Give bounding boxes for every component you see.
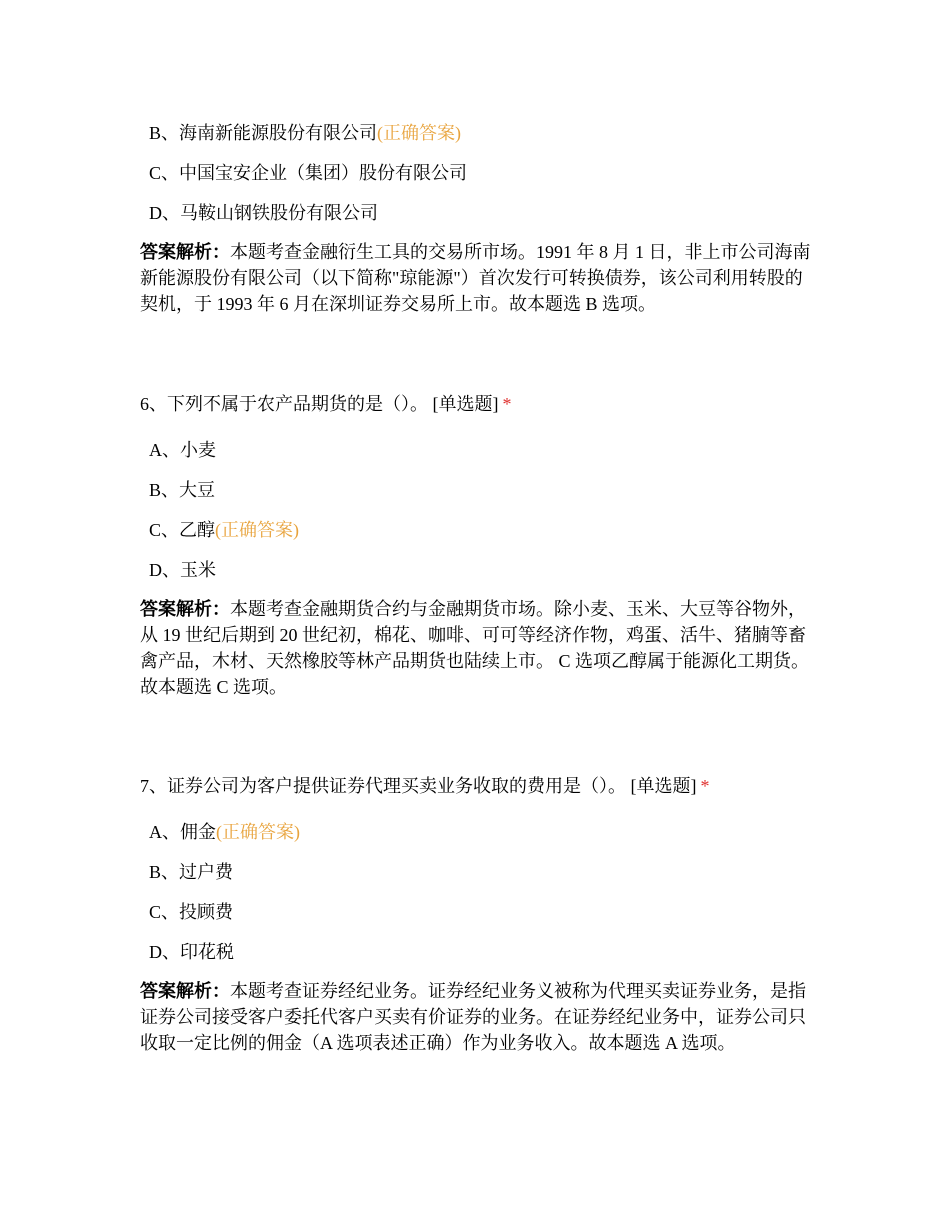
q6-question	[140, 392, 512, 416]
option-text: 印花税	[180, 942, 234, 962]
option-letter: D、	[149, 942, 180, 962]
option-text: 马鞍山钢铁股份有限公司	[180, 203, 378, 223]
option-text: 海南新能源股份有限公司	[179, 123, 378, 143]
option-letter: C、	[149, 163, 180, 183]
option-letter: C、	[149, 902, 180, 922]
option-letter: D、	[149, 203, 180, 223]
explanation-text: 本题考查证券经纪业务。证券经纪业务义被称为代理买卖证券业务，是指证券公司接受客户委托代客户买卖有价证券的业务。在证券经纪业务中，证券公司只收取一定比例的佣金（A 选项表述正确）作为业务收入。故本题选 A 选项。	[140, 981, 806, 1053]
explanation-text: 本题考查金融衍生工具的交易所市场。1991 年 8 月 1 日，非上市公司海南新能源股份有限公司（以下简称"琼能源"）首次发行可转换债券，该公司利用转股的契机，于 1993 年 6 月在深圳证券交易所上市。故本题选 B 选项。	[140, 242, 811, 314]
q5-explanation	[140, 239, 820, 317]
q6-option-d[interactable]	[149, 558, 216, 582]
correct-answer-tag: (正确答案)	[215, 520, 300, 540]
q7-option-b[interactable]	[149, 860, 233, 884]
q7-option-d[interactable]	[149, 940, 234, 964]
option-text: 投顾费	[179, 902, 234, 922]
q7-option-c[interactable]	[149, 900, 233, 924]
required-mark: *	[700, 776, 710, 796]
option-text: 大豆	[179, 480, 216, 500]
option-letter: B、	[149, 123, 180, 143]
correct-answer-tag: (正确答案)	[377, 123, 462, 143]
option-text: 佣金	[180, 822, 216, 842]
explanation-text: 本题考查金融期货合约与金融期货市场。除小麦、玉米、大豆等谷物外，从 19 世纪后期到 20 世纪初，棉花、咖啡、可可等经济作物，鸡蛋、活牛、猪腩等畜禽产品，木材、天然橡胶等林产品期货也陆续上市。 C 选项乙醇属于能源化工期货。故本题选 C 选项。	[140, 599, 810, 697]
option-letter: B、	[149, 480, 180, 500]
question-text: 7、证券公司为客户提供证券代理买卖业务收取的费用是（）。 [单选题]	[140, 776, 697, 796]
explanation-label: 答案解析：	[140, 599, 230, 619]
required-mark: *	[502, 394, 512, 414]
option-text: 玉米	[180, 560, 216, 580]
option-text: 小麦	[180, 440, 216, 460]
q6-option-a[interactable]	[149, 438, 216, 462]
option-letter: C、	[149, 520, 180, 540]
q6-option-b[interactable]	[149, 478, 215, 502]
question-text: 6、下列不属于农产品期货的是（）。 [单选题]	[140, 394, 499, 414]
explanation-label: 答案解析：	[140, 242, 230, 262]
explanation-label: 答案解析：	[140, 981, 230, 1001]
option-letter: B、	[149, 862, 180, 882]
q7-explanation	[140, 978, 820, 1056]
q5-option-c[interactable]	[149, 161, 467, 185]
option-text: 乙醇	[179, 520, 216, 540]
q6-explanation	[140, 596, 820, 700]
q5-option-b[interactable]	[149, 121, 461, 145]
q6-option-c[interactable]	[149, 518, 299, 542]
option-text: 过户费	[179, 862, 234, 882]
q7-question	[140, 774, 710, 798]
option-letter: D、	[149, 560, 180, 580]
correct-answer-tag: (正确答案)	[216, 822, 300, 842]
q7-option-a[interactable]	[149, 820, 300, 844]
q5-option-d[interactable]	[149, 201, 378, 225]
option-text: 中国宝安企业（集团）股份有限公司	[179, 163, 468, 183]
option-letter: A、	[149, 440, 180, 460]
option-letter: A、	[149, 822, 180, 842]
